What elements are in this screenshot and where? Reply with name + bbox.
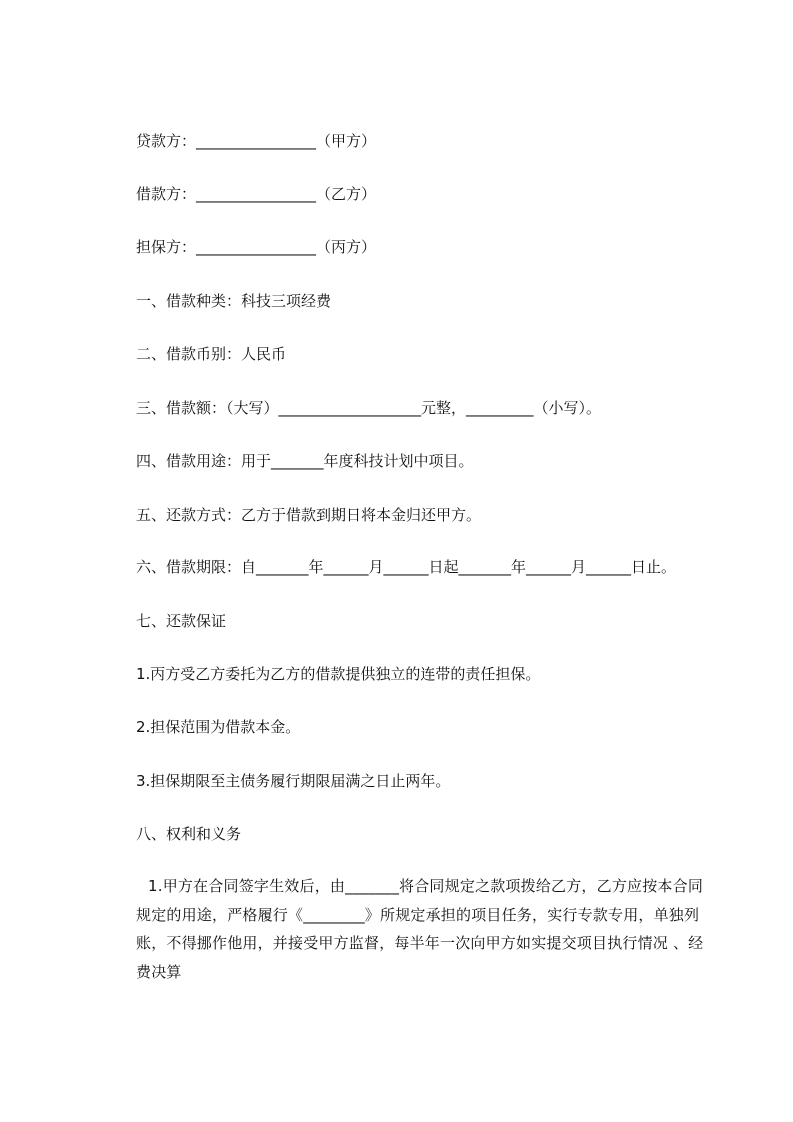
lender-line: 贷款方：________________（甲方） [136,132,377,150]
loan-currency-line: 二、借款币别：人民币 [136,345,287,363]
borrower-line: 借款方：________________（乙方） [136,185,377,203]
guarantee-clause-1: 1.丙方受乙方委托为乙方的借款提供独立的连带的责任担保。 [136,665,541,683]
loan-amount-line: 三、借款额：（大写）___________________元整，_________（小写）。 [136,399,602,417]
loan-term-line: 六、借款期限：自_______年______月______日起_______年______月______日止。 [136,558,677,576]
rights-clause-1-paragraph: 1.甲方在合同签字生效后，由_______将合同规定之款项拨给乙方，乙方应按本合同规定的用途，严格履行《________》所规定承担的项目任务，实行专款专用，单独列账，不得挪作他用，并接受甲方监督，每半年一次向甲方如实提交项目执行情况 、经费决算 [136,877,704,981]
rights-obligations-heading: 八、权利和义务 [136,825,242,843]
repayment-method-line: 五、还款方式：乙方于借款到期日将本金归还甲方。 [136,506,482,524]
loan-type-line: 一、借款种类：科技三项经费 [136,292,332,310]
loan-purpose-line: 四、借款用途：用于_______年度科技计划中项目。 [136,452,474,470]
guarantor-line: 担保方：________________（丙方） [136,238,377,256]
repayment-guarantee-heading: 七、还款保证 [136,612,227,630]
guarantee-clause-3: 3.担保期限至主债务履行期限届满之日止两年。 [136,772,451,790]
guarantee-clause-2: 2.担保范围为借款本金。 [136,718,301,736]
